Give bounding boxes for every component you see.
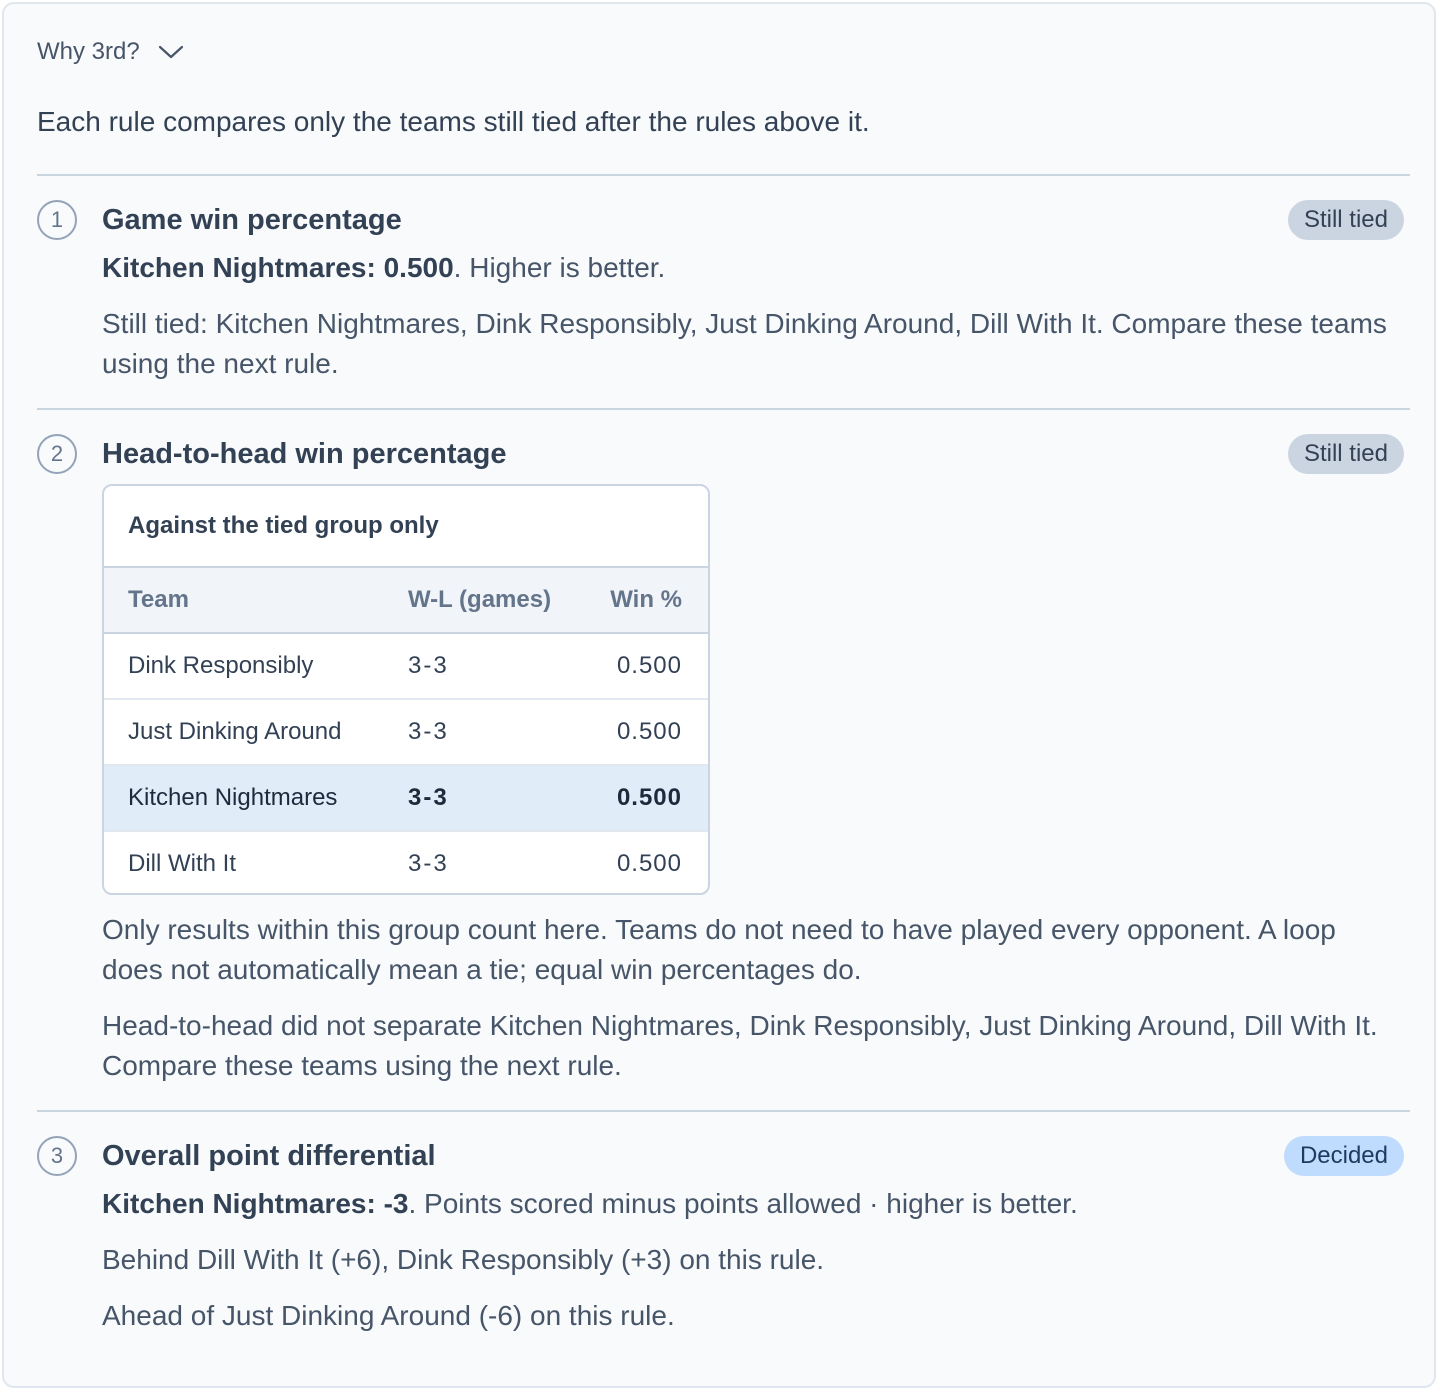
winpct-cell: 0.500 [588,633,708,699]
team-cell: Dill With It [128,850,236,877]
wl-cell: 3-3 [408,850,449,877]
why-rank-toggle[interactable] [37,38,184,66]
table-row [104,699,708,765]
table-row [104,831,708,895]
rule-explanation: Only results within this group count here. Teams do not need to have played every opponent. A loop does not automatically mean a tie; equal win percentages do. [102,914,1336,985]
status-badge: Still tied [1288,434,1404,474]
head-to-head-table [102,484,710,895]
rule-number: 2 [37,434,77,474]
divider [37,1110,1410,1112]
table-header-row [104,568,708,633]
winpct-cell: 0.500 [616,850,682,877]
rule-note: Still tied: Kitchen Nightmares, Dink Responsibly, Just Dinking Around, Dill With It. Compare these teams using the next rule. [102,308,1387,379]
rule-value [102,248,1392,288]
rule-ahead-text: Ahead of Just Dinking Around (-6) on this rule. [102,1300,675,1331]
rule-value [102,1184,1392,1224]
intro-text: Each rule compares only the teams still tied after the rules above it. [37,106,870,137]
status-badge: Still tied [1288,200,1404,240]
why-rank-label: Why 3rd? [37,38,140,65]
rule-value-label: Kitchen Nightmares: -3 [102,1188,409,1219]
tiebreak-panel [2,2,1436,1388]
winpct-cell: 0.500 [588,765,708,831]
divider [37,174,1410,176]
winpct-cell: 0.500 [588,699,708,765]
rule-title: Overall point differential [102,1140,436,1172]
rule-number: 1 [37,200,77,240]
team-cell: Kitchen Nightmares [104,765,408,831]
rule-title: Game win percentage [102,204,402,236]
team-cell: Dink Responsibly [104,633,408,699]
wl-cell: 3-3 [408,633,588,699]
table-caption: Against the tied group only [104,486,708,568]
divider [37,408,1410,410]
column-header-team: Team [104,568,408,633]
table-row-highlighted [104,765,708,831]
rule-behind-text: Behind Dill With It (+6), Dink Responsibly (+3) on this rule. [102,1244,825,1275]
table-row [104,633,708,699]
chevron-down-icon [158,44,184,60]
team-cell: Just Dinking Around [104,699,408,765]
column-header-wl: W-L (games) [408,568,588,633]
status-badge: Decided [1284,1136,1404,1176]
wl-cell: 3-3 [408,765,588,831]
rule-note: Head-to-head did not separate Kitchen Nightmares, Dink Responsibly, Just Dinking Around, Dill With It. Compare these teams using the next rule. [102,1010,1378,1081]
wl-cell: 3-3 [408,699,588,765]
rule-number: 3 [37,1136,77,1176]
column-header-winpct: Win % [588,568,708,633]
rule-value-label: Kitchen Nightmares: 0.500 [102,252,454,283]
rule-value-suffix: . Higher is better. [453,252,666,283]
rule-value-suffix: . Points scored minus points allowed · higher is better. [408,1188,1078,1219]
h2h-grid [104,568,708,895]
rule-title: Head-to-head win percentage [102,438,507,470]
